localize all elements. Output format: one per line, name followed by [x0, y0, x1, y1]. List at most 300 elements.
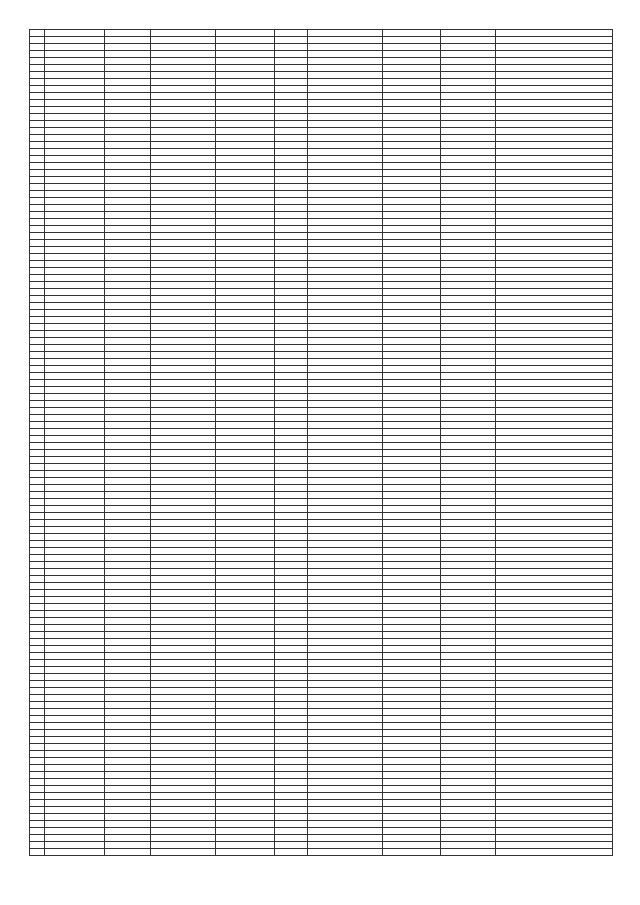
table-cell	[151, 387, 216, 394]
table-cell	[308, 632, 383, 639]
table-cell	[216, 359, 275, 366]
table-cell	[383, 835, 441, 842]
table-cell	[151, 513, 216, 520]
table-cell	[151, 170, 216, 177]
table-cell	[30, 338, 45, 345]
table-row	[30, 632, 613, 639]
table-cell	[496, 86, 613, 93]
table-cell	[105, 408, 151, 415]
table-cell	[383, 576, 441, 583]
table-cell	[151, 730, 216, 737]
table-cell	[216, 240, 275, 247]
table-cell	[151, 450, 216, 457]
table-cell	[30, 541, 45, 548]
table-cell	[275, 142, 308, 149]
table-cell	[30, 233, 45, 240]
table-row	[30, 156, 613, 163]
table-cell	[383, 135, 441, 142]
table-cell	[151, 611, 216, 618]
table-cell	[151, 142, 216, 149]
table-cell	[383, 569, 441, 576]
table-cell	[105, 170, 151, 177]
table-cell	[275, 219, 308, 226]
table-cell	[441, 317, 496, 324]
table-cell	[216, 254, 275, 261]
table-cell	[275, 485, 308, 492]
table-cell	[441, 86, 496, 93]
table-cell	[496, 44, 613, 51]
table-cell	[383, 527, 441, 534]
table-row	[30, 240, 613, 247]
table-cell	[105, 492, 151, 499]
table-cell	[383, 352, 441, 359]
table-cell	[30, 674, 45, 681]
table-cell	[496, 758, 613, 765]
table-cell	[383, 464, 441, 471]
table-cell	[496, 513, 613, 520]
table-cell	[441, 583, 496, 590]
table-cell	[496, 247, 613, 254]
table-cell	[45, 793, 105, 800]
table-cell	[30, 618, 45, 625]
table-cell	[30, 247, 45, 254]
table-cell	[441, 30, 496, 37]
table-cell	[30, 751, 45, 758]
table-cell	[308, 457, 383, 464]
table-cell	[383, 268, 441, 275]
table-cell	[30, 79, 45, 86]
table-cell	[30, 254, 45, 261]
table-cell	[275, 366, 308, 373]
table-cell	[105, 373, 151, 380]
table-cell	[441, 695, 496, 702]
table-row	[30, 499, 613, 506]
table-cell	[441, 520, 496, 527]
table-cell	[30, 709, 45, 716]
table-cell	[151, 352, 216, 359]
table-cell	[105, 72, 151, 79]
table-cell	[216, 303, 275, 310]
table-cell	[441, 205, 496, 212]
table-cell	[151, 93, 216, 100]
table-cell	[105, 618, 151, 625]
table-cell	[441, 65, 496, 72]
table-cell	[496, 135, 613, 142]
table-cell	[275, 653, 308, 660]
table-cell	[151, 198, 216, 205]
table-cell	[216, 107, 275, 114]
table-cell	[105, 436, 151, 443]
table-cell	[496, 72, 613, 79]
table-cell	[441, 828, 496, 835]
table-cell	[45, 135, 105, 142]
table-cell	[496, 597, 613, 604]
table-cell	[308, 30, 383, 37]
table-cell	[496, 590, 613, 597]
table-cell	[441, 681, 496, 688]
table-cell	[496, 177, 613, 184]
table-cell	[216, 604, 275, 611]
table-cell	[308, 254, 383, 261]
table-row	[30, 758, 613, 765]
table-cell	[308, 667, 383, 674]
table-cell	[275, 646, 308, 653]
table-cell	[308, 394, 383, 401]
table-cell	[216, 842, 275, 849]
table-cell	[308, 415, 383, 422]
table-cell	[45, 737, 105, 744]
table-cell	[151, 324, 216, 331]
table-cell	[496, 219, 613, 226]
table-cell	[151, 268, 216, 275]
table-cell	[275, 751, 308, 758]
table-row	[30, 394, 613, 401]
table-cell	[275, 569, 308, 576]
table-cell	[441, 653, 496, 660]
table-cell	[383, 492, 441, 499]
table-cell	[496, 254, 613, 261]
table-cell	[441, 282, 496, 289]
table-cell	[441, 37, 496, 44]
table-cell	[151, 534, 216, 541]
table-cell	[496, 450, 613, 457]
table-row	[30, 65, 613, 72]
table-cell	[30, 534, 45, 541]
table-cell	[383, 513, 441, 520]
table-cell	[105, 667, 151, 674]
table-cell	[216, 93, 275, 100]
table-cell	[151, 380, 216, 387]
table-cell	[275, 107, 308, 114]
table-row	[30, 541, 613, 548]
table-cell	[216, 317, 275, 324]
table-cell	[275, 674, 308, 681]
table-cell	[275, 513, 308, 520]
table-cell	[151, 576, 216, 583]
table-cell	[105, 772, 151, 779]
table-cell	[308, 100, 383, 107]
table-cell	[441, 639, 496, 646]
table-cell	[383, 296, 441, 303]
table-cell	[441, 387, 496, 394]
table-cell	[216, 737, 275, 744]
table-cell	[383, 821, 441, 828]
table-cell	[441, 401, 496, 408]
table-row	[30, 219, 613, 226]
table-cell	[45, 275, 105, 282]
table-cell	[275, 814, 308, 821]
table-cell	[441, 149, 496, 156]
table-cell	[45, 282, 105, 289]
table-cell	[496, 331, 613, 338]
table-cell	[275, 422, 308, 429]
table-row	[30, 366, 613, 373]
table-cell	[441, 478, 496, 485]
table-cell	[151, 429, 216, 436]
table-cell	[30, 478, 45, 485]
table-cell	[30, 527, 45, 534]
table-cell	[496, 807, 613, 814]
table-cell	[308, 674, 383, 681]
table-cell	[496, 240, 613, 247]
table-cell	[308, 464, 383, 471]
table-cell	[30, 191, 45, 198]
table-cell	[30, 548, 45, 555]
table-cell	[45, 576, 105, 583]
table-cell	[45, 779, 105, 786]
table-cell	[441, 814, 496, 821]
table-cell	[308, 779, 383, 786]
table-cell	[275, 744, 308, 751]
table-row	[30, 44, 613, 51]
table-cell	[308, 198, 383, 205]
table-cell	[216, 338, 275, 345]
table-cell	[45, 352, 105, 359]
table-cell	[275, 632, 308, 639]
table-cell	[383, 520, 441, 527]
table-cell	[308, 520, 383, 527]
table-cell	[308, 583, 383, 590]
table-cell	[308, 212, 383, 219]
table-cell	[45, 849, 105, 856]
table-cell	[216, 219, 275, 226]
table-cell	[45, 443, 105, 450]
table-row	[30, 58, 613, 65]
table-cell	[151, 800, 216, 807]
table-cell	[383, 303, 441, 310]
table-cell	[45, 219, 105, 226]
table-cell	[308, 450, 383, 457]
table-cell	[45, 401, 105, 408]
table-cell	[151, 814, 216, 821]
table-row	[30, 296, 613, 303]
table-cell	[275, 289, 308, 296]
table-cell	[383, 408, 441, 415]
table-cell	[105, 716, 151, 723]
table-row	[30, 478, 613, 485]
table-row	[30, 625, 613, 632]
table-cell	[151, 723, 216, 730]
table-row	[30, 674, 613, 681]
table-row	[30, 359, 613, 366]
table-row	[30, 639, 613, 646]
table-cell	[30, 212, 45, 219]
table-cell	[441, 590, 496, 597]
table-cell	[30, 716, 45, 723]
table-cell	[275, 58, 308, 65]
table-cell	[30, 744, 45, 751]
table-cell	[105, 65, 151, 72]
table-cell	[496, 93, 613, 100]
table-cell	[496, 296, 613, 303]
table-row	[30, 282, 613, 289]
table-cell	[275, 807, 308, 814]
table-cell	[383, 219, 441, 226]
table-cell	[275, 709, 308, 716]
table-cell	[496, 464, 613, 471]
table-cell	[151, 219, 216, 226]
table-cell	[151, 709, 216, 716]
table-cell	[151, 562, 216, 569]
table-cell	[383, 800, 441, 807]
table-cell	[275, 233, 308, 240]
table-cell	[441, 177, 496, 184]
table-row	[30, 338, 613, 345]
table-row	[30, 163, 613, 170]
table-cell	[308, 387, 383, 394]
table-cell	[45, 492, 105, 499]
table-row	[30, 149, 613, 156]
table-cell	[45, 660, 105, 667]
table-cell	[308, 849, 383, 856]
table-cell	[105, 569, 151, 576]
table-cell	[441, 548, 496, 555]
table-cell	[45, 114, 105, 121]
table-cell	[496, 849, 613, 856]
table-cell	[45, 429, 105, 436]
table-cell	[30, 380, 45, 387]
table-cell	[275, 849, 308, 856]
table-cell	[275, 835, 308, 842]
table-cell	[216, 282, 275, 289]
table-cell	[45, 408, 105, 415]
table-row	[30, 751, 613, 758]
table-cell	[216, 289, 275, 296]
table-cell	[275, 163, 308, 170]
table-cell	[105, 443, 151, 450]
table-cell	[383, 30, 441, 37]
table-cell	[216, 170, 275, 177]
table-cell	[383, 191, 441, 198]
table-cell	[45, 751, 105, 758]
table-cell	[275, 240, 308, 247]
table-cell	[151, 394, 216, 401]
table-cell	[105, 422, 151, 429]
table-cell	[151, 464, 216, 471]
table-cell	[216, 324, 275, 331]
table-cell	[496, 275, 613, 282]
table-cell	[30, 51, 45, 58]
table-cell	[275, 765, 308, 772]
table-cell	[496, 765, 613, 772]
table-cell	[105, 737, 151, 744]
table-cell	[105, 576, 151, 583]
table-cell	[216, 380, 275, 387]
table-cell	[441, 114, 496, 121]
table-cell	[105, 191, 151, 198]
table-row	[30, 667, 613, 674]
table-cell	[383, 149, 441, 156]
table-cell	[441, 240, 496, 247]
table-cell	[441, 72, 496, 79]
table-cell	[30, 324, 45, 331]
table-cell	[441, 303, 496, 310]
table-cell	[105, 86, 151, 93]
table-cell	[30, 86, 45, 93]
table-cell	[275, 576, 308, 583]
table-cell	[441, 219, 496, 226]
table-cell	[496, 205, 613, 212]
table-cell	[496, 37, 613, 44]
table-row	[30, 212, 613, 219]
table-cell	[45, 695, 105, 702]
table-cell	[308, 128, 383, 135]
table-cell	[30, 226, 45, 233]
table-cell	[441, 324, 496, 331]
table-cell	[30, 583, 45, 590]
table-cell	[441, 268, 496, 275]
table-cell	[216, 373, 275, 380]
table-cell	[496, 233, 613, 240]
table-cell	[275, 177, 308, 184]
table-cell	[275, 625, 308, 632]
table-cell	[30, 184, 45, 191]
table-cell	[308, 548, 383, 555]
table-cell	[216, 632, 275, 639]
table-cell	[308, 37, 383, 44]
table-row	[30, 772, 613, 779]
table-cell	[45, 86, 105, 93]
table-cell	[30, 352, 45, 359]
table-cell	[216, 751, 275, 758]
table-cell	[151, 373, 216, 380]
table-cell	[45, 100, 105, 107]
document-page	[29, 29, 612, 856]
table-cell	[383, 366, 441, 373]
table-cell	[105, 30, 151, 37]
table-cell	[151, 226, 216, 233]
table-cell	[216, 366, 275, 373]
table-row	[30, 352, 613, 359]
table-cell	[216, 331, 275, 338]
table-cell	[45, 184, 105, 191]
table-cell	[383, 170, 441, 177]
table-cell	[275, 191, 308, 198]
table-cell	[308, 688, 383, 695]
table-cell	[105, 695, 151, 702]
table-cell	[105, 331, 151, 338]
table-cell	[30, 289, 45, 296]
table-cell	[308, 268, 383, 275]
table-cell	[383, 646, 441, 653]
table-cell	[496, 604, 613, 611]
table-row	[30, 79, 613, 86]
table-row	[30, 345, 613, 352]
table-cell	[45, 331, 105, 338]
table-cell	[496, 394, 613, 401]
table-row	[30, 583, 613, 590]
table-cell	[30, 688, 45, 695]
table-cell	[383, 387, 441, 394]
table-cell	[45, 317, 105, 324]
table-cell	[151, 625, 216, 632]
table-cell	[308, 716, 383, 723]
table-cell	[275, 51, 308, 58]
table-cell	[441, 534, 496, 541]
table-cell	[275, 121, 308, 128]
table-cell	[45, 520, 105, 527]
table-cell	[45, 450, 105, 457]
table-cell	[441, 296, 496, 303]
table-cell	[496, 282, 613, 289]
table-cell	[105, 219, 151, 226]
table-cell	[275, 730, 308, 737]
table-cell	[496, 345, 613, 352]
table-cell	[441, 373, 496, 380]
table-cell	[216, 268, 275, 275]
table-cell	[308, 240, 383, 247]
table-cell	[308, 296, 383, 303]
